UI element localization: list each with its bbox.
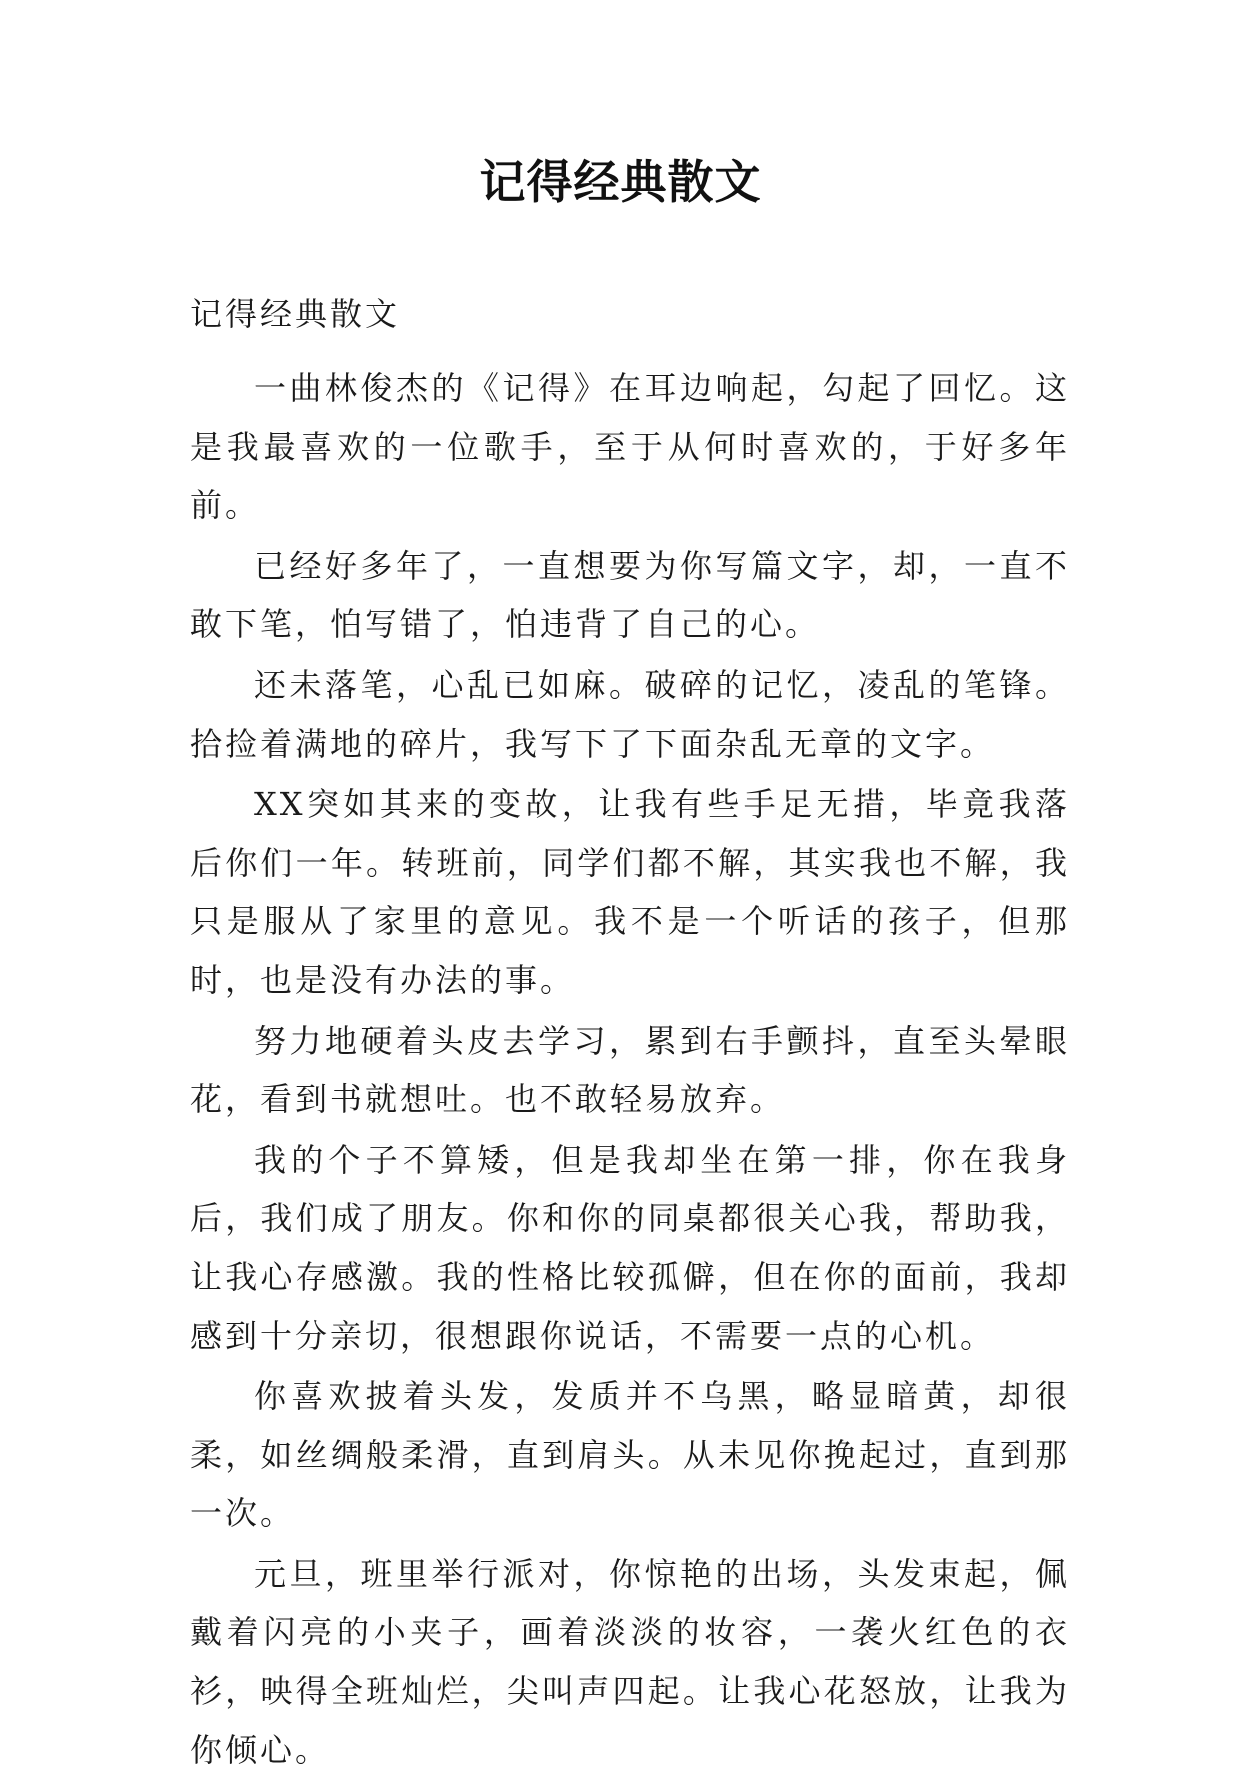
document-subtitle: 记得经典散文 bbox=[190, 295, 401, 333]
document-title: 记得经典散文 bbox=[479, 155, 762, 209]
paragraph: 一曲林俊杰的《记得》在耳边响起，勾起了回忆。这是我最喜欢的一位歌手，至于从何时喜欢的，于好多年前。 bbox=[190, 369, 1070, 525]
paragraph: XX突如其来的变故，让我有些手足无措，毕竟我落后你们一年。转班前，同学们都不解，其实我也不解，我只是服从了家里的意见。我不是一个听话的孩子，但那时，也是没有办法的事。 bbox=[190, 785, 1070, 999]
paragraph: 努力地硬着头皮去学习，累到右手颤抖，直至头晕眼花，看到书就想吐。也不敢轻易放弃。 bbox=[190, 1021, 1070, 1119]
paragraph: 还未落笔，心乱已如麻。破碎的记忆，凌乱的笔锋。拾捡着满地的碎片，我写下了下面杂乱无章的文字。 bbox=[190, 665, 1070, 763]
paragraph: 元旦，班里举行派对，你惊艳的出场，头发束起，佩戴着闪亮的小夹子，画着淡淡的妆容，一袭火红色的衣衫，映得全班灿烂，尖叫声四起。让我心花怒放，让我为你倾心。 bbox=[190, 1554, 1070, 1769]
paragraph: 已经好多年了，一直想要为你写篇文字，却，一直不敢下笔，怕写错了，怕违背了自己的心。 bbox=[190, 546, 1070, 644]
paragraph: 我的个子不算矮，但是我却坐在第一排，你在我身后，我们成了朋友。你和你的同桌都很关心我，帮助我，让我心存感激。我的性格比较孤僻，但在你的面前，我却感到十分亲切，很想跟你说话，不需要一点的心机。 bbox=[190, 1140, 1070, 1355]
document-body bbox=[190, 285, 1070, 1781]
paragraph: 你喜欢披着头发，发质并不乌黑，略显暗黄，却很柔，如丝绸般柔滑，直到肩头。从未见你挽起过，直到那一次。 bbox=[190, 1377, 1070, 1533]
